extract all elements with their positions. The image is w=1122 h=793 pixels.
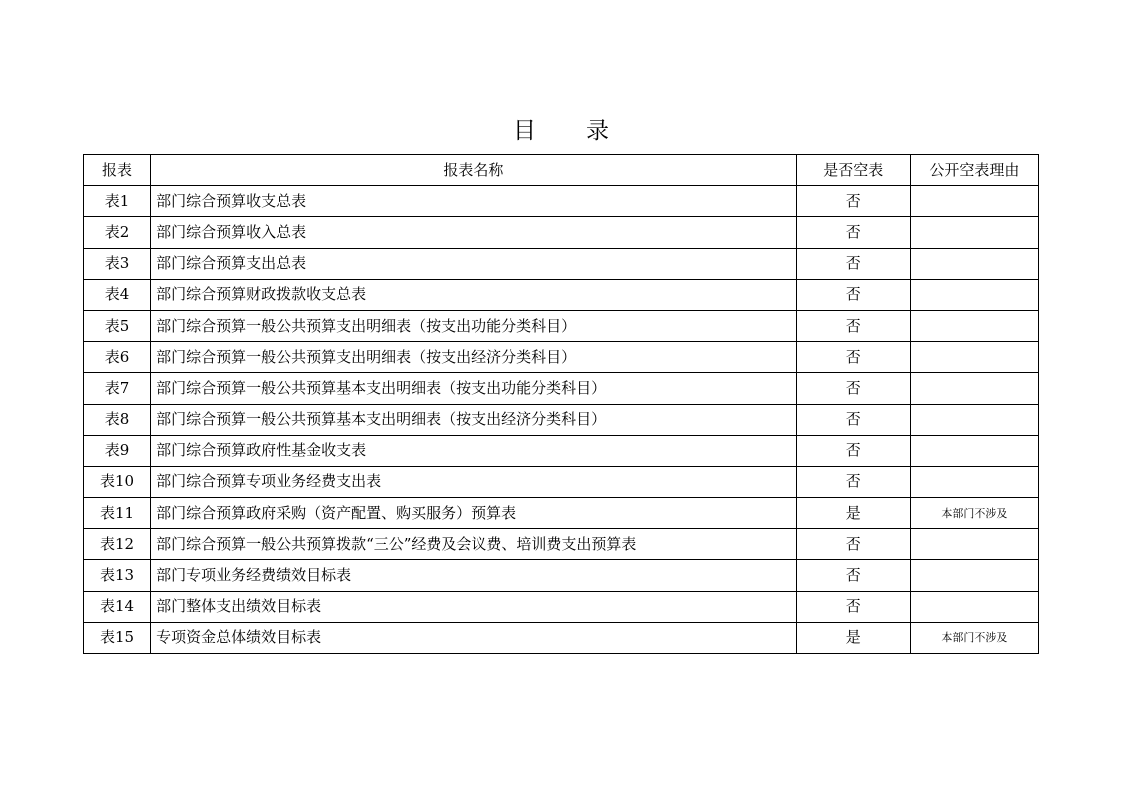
empty-reason-cell [910,342,1038,373]
is-empty-cell: 是 [796,498,910,529]
table-row [84,310,1039,341]
report-no-cell: 表4 [84,279,151,310]
is-empty-cell: 否 [796,279,910,310]
report-no-cell: 表10 [84,466,151,497]
empty-reason-cell [910,591,1038,622]
report-no-cell: 表3 [84,248,151,279]
report-no-cell: 表6 [84,342,151,373]
is-empty-cell: 否 [796,310,910,341]
report-name-cell: 部门综合预算支出总表 [151,248,797,279]
report-name-cell: 部门综合预算政府采购（资产配置、购买服务）预算表 [151,498,797,529]
report-name-cell: 部门专项业务经费绩效目标表 [151,560,797,591]
report-no-cell: 表1 [84,186,151,217]
report-no-cell: 表15 [84,622,151,653]
report-name-cell: 部门综合预算专项业务经费支出表 [151,466,797,497]
page-title [0,112,1122,145]
table-row [84,529,1039,560]
table-row [84,279,1039,310]
table-row [84,560,1039,591]
report-name-cell: 部门综合预算财政拨款收支总表 [151,279,797,310]
report-no-cell: 表14 [84,591,151,622]
empty-reason-cell [910,466,1038,497]
table-row [84,373,1039,404]
is-empty-cell: 否 [796,591,910,622]
empty-reason-cell [910,560,1038,591]
table-row [84,186,1039,217]
empty-reason-cell [910,310,1038,341]
title-right-char: 录 [586,118,609,144]
report-no-cell: 表2 [84,217,151,248]
is-empty-cell: 否 [796,342,910,373]
empty-reason-cell [910,404,1038,435]
is-empty-cell: 否 [796,466,910,497]
report-name-cell: 部门综合预算一般公共预算支出明细表（按支出经济分类科目） [151,342,797,373]
is-empty-cell: 否 [796,248,910,279]
header-is-empty: 是否空表 [796,155,910,186]
title-left-char: 目 [513,118,536,144]
table-row [84,591,1039,622]
report-name-cell: 部门综合预算政府性基金收支表 [151,435,797,466]
is-empty-cell: 否 [796,529,910,560]
is-empty-cell: 否 [796,186,910,217]
report-name-cell: 专项资金总体绩效目标表 [151,622,797,653]
empty-reason-cell [910,248,1038,279]
report-no-cell: 表11 [84,498,151,529]
empty-reason-cell [910,217,1038,248]
is-empty-cell: 否 [796,404,910,435]
report-no-cell: 表12 [84,529,151,560]
table-header-row [84,155,1039,186]
report-no-cell: 表5 [84,310,151,341]
empty-reason-cell: 本部门不涉及 [910,498,1038,529]
report-no-cell: 表13 [84,560,151,591]
table-row [84,404,1039,435]
is-empty-cell: 否 [796,217,910,248]
is-empty-cell: 否 [796,435,910,466]
contents-table [83,154,1039,654]
report-name-cell: 部门综合预算一般公共预算拨款“三公”经费及会议费、培训费支出预算表 [151,529,797,560]
is-empty-cell: 否 [796,373,910,404]
empty-reason-cell [910,435,1038,466]
table-row [84,466,1039,497]
header-report-name: 报表名称 [151,155,797,186]
report-name-cell: 部门整体支出绩效目标表 [151,591,797,622]
header-empty-reason: 公开空表理由 [910,155,1038,186]
table-row [84,622,1039,653]
report-name-cell: 部门综合预算一般公共预算支出明细表（按支出功能分类科目） [151,310,797,341]
empty-reason-cell [910,529,1038,560]
report-no-cell: 表9 [84,435,151,466]
table-row [84,435,1039,466]
empty-reason-cell [910,279,1038,310]
report-name-cell: 部门综合预算收入总表 [151,217,797,248]
empty-reason-cell [910,373,1038,404]
table-row [84,248,1039,279]
is-empty-cell: 是 [796,622,910,653]
report-no-cell: 表8 [84,404,151,435]
is-empty-cell: 否 [796,560,910,591]
report-name-cell: 部门综合预算一般公共预算基本支出明细表（按支出功能分类科目） [151,373,797,404]
table-row [84,217,1039,248]
header-report-no: 报表 [84,155,151,186]
report-no-cell: 表7 [84,373,151,404]
empty-reason-cell [910,186,1038,217]
table-row [84,498,1039,529]
report-name-cell: 部门综合预算收支总表 [151,186,797,217]
empty-reason-cell: 本部门不涉及 [910,622,1038,653]
table-row [84,342,1039,373]
report-name-cell: 部门综合预算一般公共预算基本支出明细表（按支出经济分类科目） [151,404,797,435]
